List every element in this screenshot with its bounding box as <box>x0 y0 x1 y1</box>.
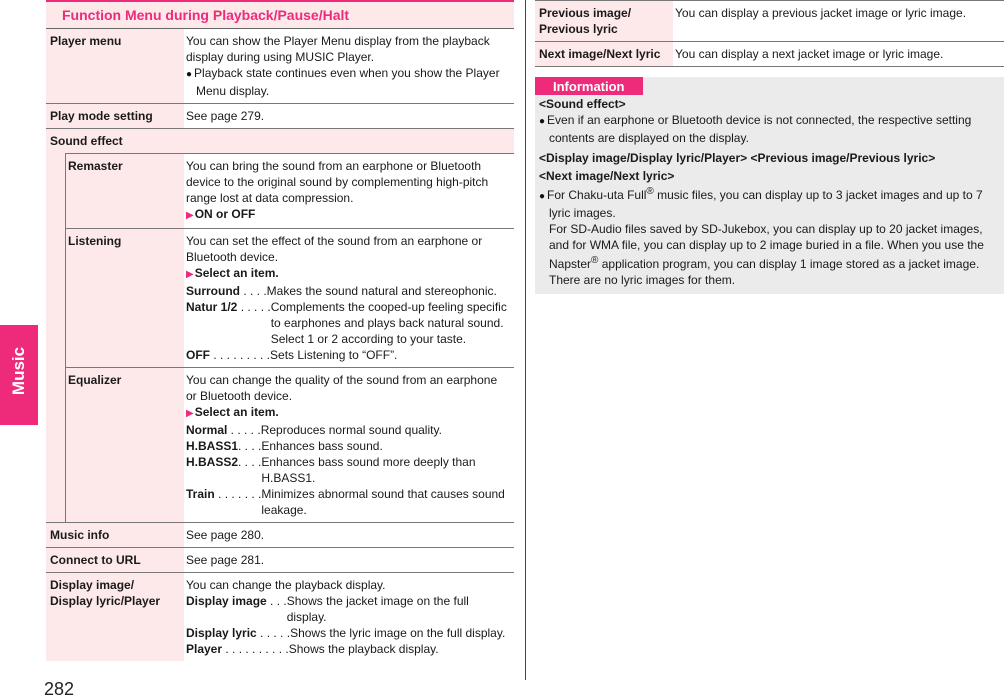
subrow-label: Equalizer <box>65 368 184 522</box>
option-key: Natur 1/2 <box>186 300 238 314</box>
section-title: Function Menu during Playback/Pause/Halt <box>46 0 514 29</box>
registered-mark: ® <box>591 255 599 266</box>
row-label: Play mode setting <box>46 104 184 128</box>
information-badge: Information <box>535 77 643 95</box>
option-item <box>186 625 510 641</box>
option-key: Display lyric <box>186 626 257 640</box>
info-bullet <box>539 112 1000 146</box>
section-tab <box>0 325 38 425</box>
option-value: Enhances bass sound more deeply than H.BASS1. <box>261 455 476 485</box>
table-row-connect-url <box>46 548 514 573</box>
option-dots: . . . . . <box>227 423 261 437</box>
row-text: You can change the playback display. <box>186 578 386 592</box>
row-value: You can display a next jacket image or lyric image. <box>675 47 944 61</box>
bullet-item <box>186 65 510 99</box>
option-item <box>186 422 510 438</box>
option-value: Enhances bass sound. <box>261 439 383 453</box>
page-number: 282 <box>44 679 75 699</box>
table-row-display-image <box>46 573 514 661</box>
row-text: You can set the effect of the sound from an earphone or Bluetooth device. <box>186 234 483 264</box>
row-label: Sound effect <box>46 129 514 153</box>
action-line <box>186 206 510 224</box>
right-column <box>535 0 1004 294</box>
info-text: For SD-Audio files saved by SD-Jukebox, you can display up to 20 jacket images, and for WMA file, you can display up to 2 image buried in a file. When you use the Napster <box>549 222 984 271</box>
option-item <box>186 438 510 454</box>
row-label: Connect to URL <box>46 548 184 572</box>
option-value: Makes the sound natural and stereophonic. <box>266 284 497 298</box>
option-dots: . . . <box>266 594 287 608</box>
option-dots: . . . . . . . <box>214 487 262 501</box>
action-text: Select an item. <box>194 405 279 419</box>
table-row-music-info <box>46 523 514 548</box>
option-key: H.BASS1 <box>186 439 239 453</box>
info-heading: <Next image/Next lyric> <box>539 169 675 183</box>
option-item <box>186 593 510 625</box>
option-value: Complements the cooped-up feeling specific to earphones and plays back natural sound. Select 1 or 2 according to your taste. <box>270 300 507 346</box>
info-heading: <Sound effect> <box>539 97 626 111</box>
row-text: You can change the quality of the sound from an earphone or Bluetooth device. <box>186 373 498 403</box>
info-bullet <box>539 184 1000 221</box>
table-row-next-image <box>535 42 1004 67</box>
table-row-previous-image <box>535 0 1004 42</box>
action-line <box>186 404 510 422</box>
option-value: Shows the playback display. <box>288 642 439 656</box>
info-paragraph <box>539 221 1000 288</box>
bullet-icon: ● <box>539 116 546 127</box>
option-dots: . . . . . <box>256 626 291 640</box>
option-dots: . . . . . . . . . <box>210 348 271 362</box>
option-item <box>186 454 510 486</box>
option-value: Minimizes abnormal sound that causes sound leakage. <box>261 487 505 517</box>
triangle-icon: ▶ <box>186 210 194 221</box>
option-item <box>186 486 510 518</box>
triangle-icon: ▶ <box>186 408 194 419</box>
row-value: See page 281. <box>186 553 265 567</box>
info-text: music files, you can display up to 3 jacket images and up to 7 lyric images. <box>549 188 983 220</box>
triangle-icon: ▶ <box>186 269 194 280</box>
table-row-play-mode <box>46 104 514 129</box>
subrow-value <box>184 229 514 367</box>
option-key: OFF <box>186 348 210 362</box>
row-value: See page 279. <box>186 109 265 123</box>
option-key: Display image <box>186 594 267 608</box>
row-value: You can display a previous jacket image or lyric image. <box>675 6 967 20</box>
section-tab-label: Music <box>9 346 28 396</box>
option-dots: . . . . <box>240 284 267 298</box>
row-value: See page 280. <box>186 528 265 542</box>
indent-cell <box>46 153 65 522</box>
row-text: You can bring the sound from an earphone or Bluetooth device to the original sound by complementing high-pitch range lost at data compression. <box>186 159 489 205</box>
option-dots: . . . . <box>238 455 262 469</box>
option-dots: . . . . . . . . . . <box>222 642 289 656</box>
table-row-player-menu <box>46 29 514 104</box>
option-item <box>186 283 510 299</box>
information-box <box>535 77 1004 294</box>
column-divider <box>525 0 526 680</box>
option-dots: . . . . . <box>237 300 271 314</box>
option-value: Shows the lyric image on the full display. <box>290 626 506 640</box>
option-value: Shows the jacket image on the full display. <box>286 594 469 624</box>
option-key: Normal <box>186 423 228 437</box>
row-text: You can show the Player Menu display from the playback display during using MUSIC Player. <box>186 34 490 64</box>
row-label: Display image/ Display lyric/Player <box>46 573 184 661</box>
table-row-sound-effect <box>46 129 514 523</box>
action-text: ON or OFF <box>194 207 256 221</box>
bullet-text: Playback state continues even when you show the Player Menu display. <box>194 66 500 98</box>
row-value <box>184 29 514 103</box>
row-label: Previous image/ Previous lyric <box>535 1 673 41</box>
option-key: Train <box>186 487 215 501</box>
info-text: Even if an earphone or Bluetooth device is not connected, the respective setting contents are displayed on the display. <box>547 113 972 145</box>
subrow-listening <box>65 228 514 367</box>
bullet-icon: ● <box>186 69 193 80</box>
row-value <box>184 573 514 661</box>
subrow-remaster <box>65 153 514 228</box>
row-label: Player menu <box>46 29 184 103</box>
registered-mark: ® <box>646 186 654 197</box>
subrow-label: Remaster <box>65 154 184 228</box>
bullet-icon: ● <box>539 191 546 202</box>
option-value: Sets Listening to “OFF”. <box>270 348 398 362</box>
option-item <box>186 347 510 363</box>
info-text: application program, you can display 1 image stored as a jacket image. There are no lyric images for them. <box>549 257 980 287</box>
option-key: Player <box>186 642 223 656</box>
action-text: Select an item. <box>194 266 279 280</box>
option-item <box>186 641 510 657</box>
row-label: Music info <box>46 523 184 547</box>
info-heading: <Display image/Display lyric/Player> <Previous image/Previous lyric> <box>539 151 936 165</box>
option-item <box>186 299 510 347</box>
option-dots: . . . . <box>238 439 262 453</box>
info-text: For Chaku-uta Full <box>547 188 647 202</box>
subrow-value <box>184 368 514 522</box>
subrow-label: Listening <box>65 229 184 367</box>
action-line <box>186 265 510 283</box>
option-key: H.BASS2 <box>186 455 239 469</box>
row-label: Next image/Next lyric <box>535 42 673 66</box>
subrow-value <box>184 154 514 228</box>
subrow-equalizer <box>65 367 514 522</box>
left-column <box>46 0 514 661</box>
option-value: Reproduces normal sound quality. <box>260 423 442 437</box>
option-key: Surround <box>186 284 240 298</box>
